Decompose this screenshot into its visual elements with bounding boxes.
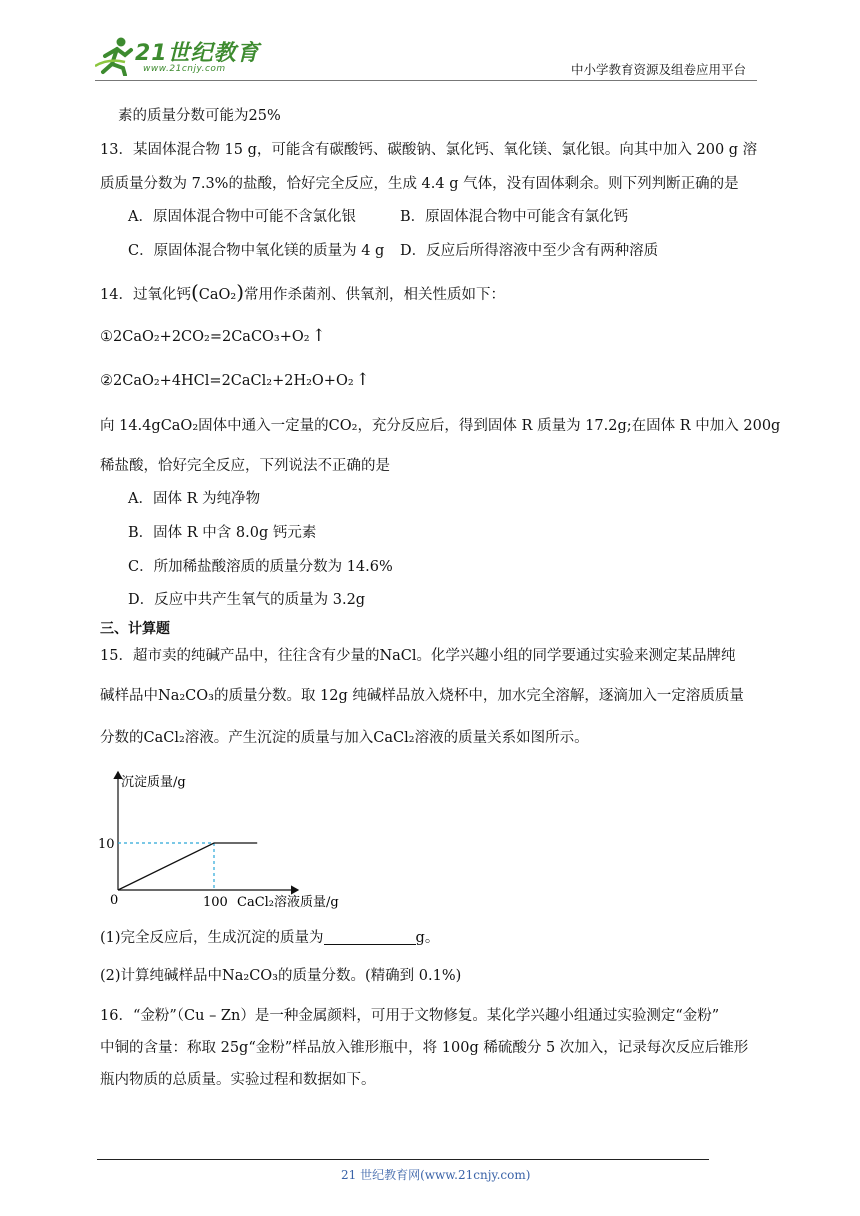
text-segment: 分数的: [100, 730, 144, 746]
gas-arrow-icon: ↑: [355, 370, 370, 390]
option-b: B．原固体混合物中可能含有氯化钙: [400, 209, 629, 225]
question-15-part-1: [100, 928, 439, 948]
chart-marks: [98, 837, 257, 910]
question-15-part-2: [100, 966, 461, 986]
formula-cacl2: CaCl₂: [143, 730, 185, 746]
text-segment: 的质量分数。取 12g 纯碱样品放入烧杯中，加水完全溶解，逐滴加入一定溶质质量: [213, 688, 744, 704]
text-segment: 14．过氧化钙: [100, 287, 191, 303]
text-segment: (1)完全反应后，生成沉淀的质量为: [100, 930, 324, 946]
footer-rule: [97, 1159, 709, 1160]
footer-text: 21 世纪教育网(www.21cnjy.com): [341, 1168, 531, 1182]
text-segment: 碱样品中: [100, 688, 158, 704]
text-segment: 。化学兴趣小组的同学要通过实验来测定某品牌纯: [416, 648, 736, 664]
logo-main-text: 21世纪教育: [135, 41, 260, 66]
text-segment: ）是一种金属颜料，可用于文物修复。某化学兴趣小组通过实验测定“金粉”: [240, 1008, 720, 1024]
equation-text: 2CaO₂+4HCl=2CaCl₂+2H₂O+O₂: [113, 373, 354, 389]
text-segment: 溶液的质量关系如图所示。: [414, 730, 589, 746]
equation-text: 2CaO₂+2CO₂=2CaCO₃+O₂: [113, 329, 310, 345]
equation-marker: ①: [100, 329, 113, 345]
formula-na2co3: Na₂CO₃: [222, 968, 278, 984]
precipitate-chart: [96, 766, 356, 916]
text-segment: ，充分反应后，得到固体 R 质量为 17.2g;在固体 R 中加入 200g: [357, 418, 781, 434]
x-tick-label: 100: [203, 895, 228, 910]
text-segment: 固体中通入一定量的: [198, 418, 329, 434]
option-c: C．原固体混合物中氧化镁的质量为 4 g: [128, 243, 385, 259]
origin-label: 0: [110, 893, 119, 908]
text-segment: 常用作杀菌剂、供氧剂，相关性质如下：: [244, 287, 506, 303]
question-13-stem-2: 质质量分数为 7.3%的盐酸，恰好完全反应，生成 4.4 g 气体，没有固体剩余。则下列判断正确的是: [100, 176, 739, 192]
x-axis-label: CaCl₂溶液质量/g: [237, 895, 339, 910]
text-segment: 15．超市卖的纯碱产品中，往往含有少量的: [100, 648, 380, 664]
formula-cacl2: CaCl₂: [373, 730, 415, 746]
option-b: B．固体 R 中含 8.0g 钙元素: [128, 525, 317, 541]
question-14-stem-2: [100, 416, 780, 436]
text-segment: 向 14.4g: [100, 418, 161, 434]
logo: [95, 36, 260, 78]
question-13-stem-1: 13．某固体混合物 15 g，可能含有碳酸钙、碳酸钠、氯化钙、氧化镁、氯化银。向其中加入 200 g 溶: [100, 142, 758, 158]
header-platform-text: 中小学教育资源及组卷应用平台: [571, 62, 747, 77]
formula-cao2: CaO₂: [198, 287, 237, 303]
formula-na2co3: Na₂CO₃: [158, 688, 214, 704]
formula-nacl: NaCl: [379, 648, 417, 664]
option-a: A．原固体混合物中可能不含氯化银: [128, 209, 356, 225]
text-line: 素的质量分数可能为25%: [118, 108, 281, 124]
question-15-stem-3: [100, 728, 589, 748]
question-16-stem-1: [100, 1006, 719, 1026]
question-15-stem-2: [100, 686, 744, 706]
question-16-stem-2: 中铜的含量：称取 25g“金粉”样品放入锥形瓶中，将 100g 稀硫酸分 5 次加入，记录每次反应后锥形: [100, 1040, 749, 1056]
section-heading: 三、计算题: [100, 621, 170, 637]
text-segment: 溶液。产生沉淀的质量与加入: [184, 730, 374, 746]
y-axis-label: 沉淀质量/g: [121, 775, 186, 790]
y-tick-label: 10: [98, 837, 115, 852]
question-16-stem-3: 瓶内物质的总质量。实验过程和数据如下。: [100, 1072, 376, 1088]
question-15-stem-1: [100, 646, 736, 666]
header-rule: [95, 80, 757, 81]
option-d: D．反应中共产生氧气的质量为 3.2g: [128, 592, 366, 608]
option-d: D．反应后所得溶液中至少含有两种溶质: [400, 243, 659, 259]
equation-2: [100, 370, 370, 391]
logo-url-text: www.21cnjy.com: [143, 64, 226, 74]
question-14-stem-1: [100, 282, 505, 305]
text-segment: 16．“金粉”（: [100, 1008, 185, 1024]
bracket-close: ): [236, 280, 245, 304]
formula-cao2: CaO₂: [160, 418, 199, 434]
formula-cu-zn: Cu – Zn: [184, 1008, 241, 1024]
formula-co2: CO₂: [328, 418, 358, 434]
question-14-stem-3: 稀盐酸，恰好完全反应，下列说法不正确的是: [100, 458, 390, 474]
option-c: C．所加稀盐酸溶质的质量分数为 14.6%: [128, 559, 393, 575]
option-a: A．固体 R 为纯净物: [128, 491, 261, 507]
equation-marker: ②: [100, 373, 113, 389]
answer-blank[interactable]: [324, 930, 416, 945]
text-segment: (2)计算纯碱样品中: [100, 968, 223, 984]
bracket-open: (: [190, 280, 199, 304]
gas-arrow-icon: ↑: [311, 326, 326, 346]
logo-runner-icon: [95, 36, 135, 76]
text-segment: 的质量分数。(精确到 0.1%): [278, 968, 462, 984]
text-segment: g。: [415, 930, 440, 946]
series-line: [118, 843, 257, 890]
equation-1: [100, 326, 326, 347]
